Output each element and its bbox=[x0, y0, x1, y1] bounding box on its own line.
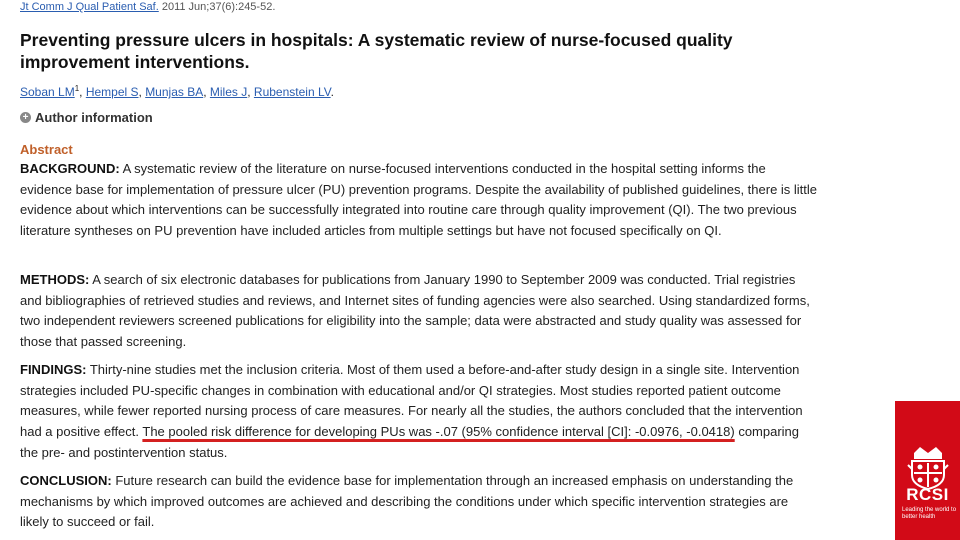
author-list bbox=[20, 84, 334, 99]
expand-plus-icon[interactable]: + bbox=[20, 112, 31, 123]
abstract-heading: Abstract bbox=[20, 142, 73, 157]
citation bbox=[20, 1, 275, 13]
logo-tagline: Leading the world to better health bbox=[902, 507, 957, 520]
section-text: A systematic review of the literature on nurse-focused interventions conducted in the hospital setting informs the evidence base for implementation of pressure ulcer (PU) prevention programs. Despite the availability of published guidelines, there is little evidence about which interventions can be successfully integrated into routine care through quality improvement (QI). The two previous literature syntheses on PU prevention have included articles from multiple settings but have not focused specifically on QI. bbox=[20, 161, 818, 239]
section-text: Future research can build the evidence base for implementation through an increased emphasis on understanding the mechanisms by which improved outcomes are achieved and describing the conditions under which specific intervention strategies are likely to succeed or fail. bbox=[20, 473, 794, 530]
section-text: Thirty-nine studies met the inclusion criteria. Most of them used a before-and-after study design in a single site. Intervention strategies included PU-specific changes in combination with educational and/or QI strategies. Most studies reported patient outcome measures, while fewer reported nursing process of care measures. For nearly all the studies, the authors concluded that the intervention had a positive effect. bbox=[20, 362, 803, 440]
author-link[interactable]: Soban LM bbox=[20, 85, 75, 99]
author-link[interactable]: Hempel S bbox=[85, 85, 139, 99]
author-link[interactable]: Munjas BA bbox=[145, 85, 204, 99]
author-separator: , bbox=[247, 85, 254, 99]
author-separator: , bbox=[79, 85, 86, 99]
author-separator: . bbox=[330, 85, 334, 99]
author-separator: , bbox=[203, 85, 210, 99]
section-label: BACKGROUND: bbox=[20, 161, 120, 176]
citation-details: 2011 Jun;37(6):245-52. bbox=[158, 1, 276, 13]
author-link[interactable]: Miles J bbox=[209, 85, 248, 99]
author-link[interactable]: Rubenstein LV bbox=[253, 85, 331, 99]
logo-wordmark: RCSI bbox=[906, 485, 949, 504]
section-text-tail: comparing the pre- and postintervention status. bbox=[20, 424, 800, 460]
abstract-conclusion bbox=[20, 471, 820, 533]
abstract-methods bbox=[20, 270, 820, 353]
highlighted-result: The pooled risk difference for developing PUs was -.07 (95% confidence interval [CI]: -0.0976, -0.0418) bbox=[142, 424, 735, 440]
rcsi-logo bbox=[895, 401, 960, 540]
section-label: FINDINGS: bbox=[20, 362, 87, 377]
author-affiliation-sup[interactable]: 1 bbox=[74, 84, 80, 93]
author-separator: , bbox=[138, 85, 146, 99]
abstract-findings bbox=[20, 360, 820, 464]
article-title: Preventing pressure ulcers in hospitals: A systematic review of nurse-focused quality improvement interventions. bbox=[20, 30, 733, 72]
section-label: CONCLUSION: bbox=[20, 473, 112, 488]
author-information-toggle[interactable] bbox=[20, 110, 153, 125]
section-label: METHODS: bbox=[20, 272, 90, 287]
section-text: A search of six electronic databases for publications from January 1990 to September 2009 was conducted. Trial registries and bibliographies of retrieved studies and reviews, and Internet sites of funding agencies were also searched. Using standardized forms, two independent reviewers screened publications for eligibility into the sample; data were abstracted and study quality was assessed for those that passed screening. bbox=[20, 272, 810, 350]
journal-link[interactable]: Jt Comm J Qual Patient Saf. bbox=[20, 1, 159, 13]
abstract-background bbox=[20, 159, 820, 242]
author-information-label: Author information bbox=[35, 110, 153, 125]
